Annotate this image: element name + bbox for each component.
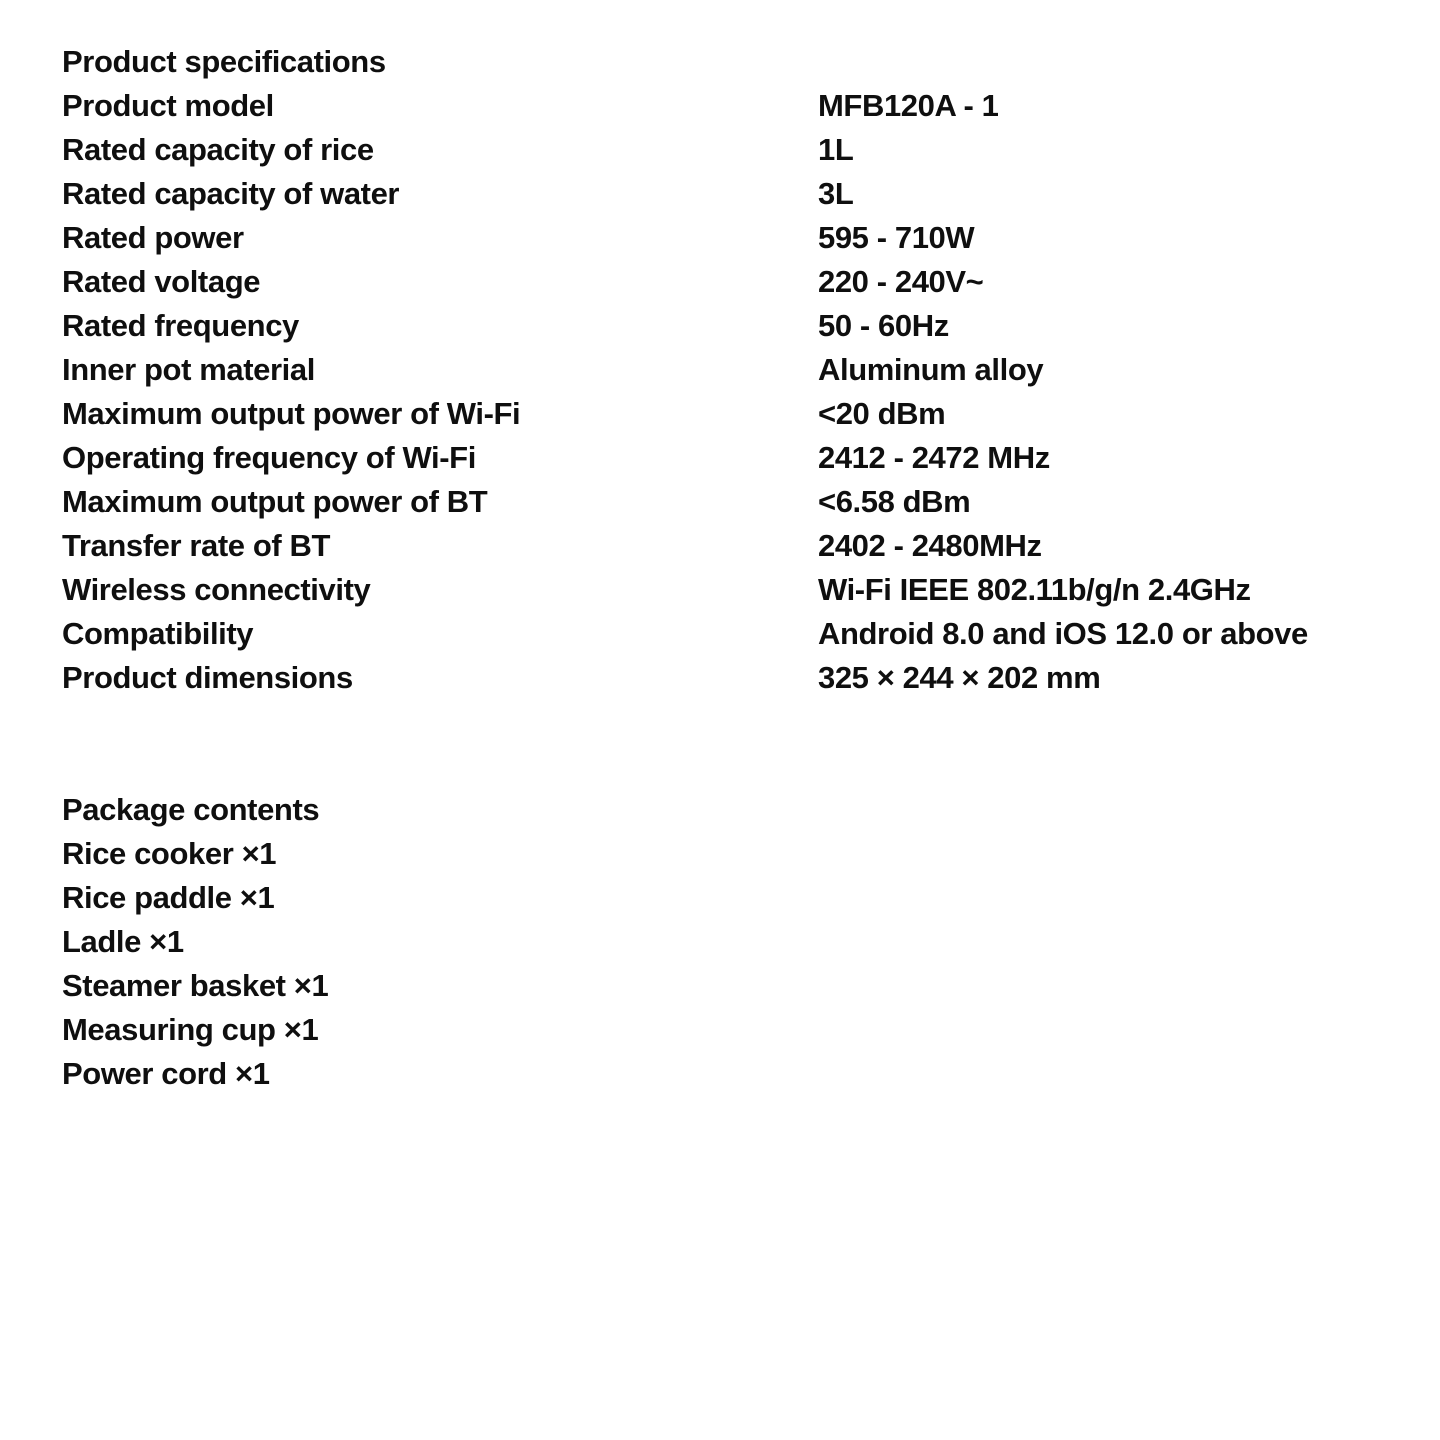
spec-value: Android 8.0 and iOS 12.0 or above [818,616,1308,651]
package-contents-section [62,788,1400,1096]
spec-value: 2412 - 2472 MHz [818,440,1050,475]
spec-label: Maximum output power of Wi-Fi [62,396,521,431]
spec-label: Rated capacity of water [62,176,400,211]
spec-value: 595 - 710W [818,220,975,255]
spec-row-rated-power [62,216,1400,260]
spec-row-operating-frequency-wifi [62,436,1400,480]
spec-label: Rated power [62,220,244,255]
package-item-rice-cooker: Rice cooker ×1 [62,836,277,871]
spec-label: Rated frequency [62,308,299,343]
spec-row-max-output-wifi [62,392,1400,436]
package-contents-title: Package contents [62,792,320,827]
spec-label: Operating frequency of Wi-Fi [62,440,476,475]
package-item-measuring-cup: Measuring cup ×1 [62,1012,319,1047]
product-specifications-title: Product specifications [62,44,386,79]
spec-label: Rated capacity of rice [62,132,374,167]
spec-value: MFB120A - 1 [818,88,999,123]
package-item-power-cord: Power cord ×1 [62,1056,270,1091]
spec-row-product-dimensions [62,656,1400,700]
spec-value: 50 - 60Hz [818,308,949,343]
spec-row-rated-frequency [62,304,1400,348]
package-item-rice-paddle: Rice paddle ×1 [62,880,275,915]
spec-value: 2402 - 2480MHz [818,528,1042,563]
spec-value: 3L [818,176,854,211]
spec-label: Product dimensions [62,660,353,695]
spec-row-rated-voltage [62,260,1400,304]
spec-value: 325 × 244 × 202 mm [818,660,1101,695]
spec-label: Compatibility [62,616,254,651]
spec-label: Transfer rate of BT [62,528,331,563]
spec-row-rated-capacity-rice [62,128,1400,172]
spec-value: <20 dBm [818,396,946,431]
spec-row-transfer-rate-bt [62,524,1400,568]
spec-value: Aluminum alloy [818,352,1044,387]
spec-value: Wi-Fi IEEE 802.11b/g/n 2.4GHz [818,572,1251,607]
spec-row-inner-pot-material [62,348,1400,392]
spec-value: 220 - 240V~ [818,264,984,299]
spec-row-compatibility [62,612,1400,656]
spec-value: <6.58 dBm [818,484,971,519]
package-item-ladle: Ladle ×1 [62,924,184,959]
spec-label: Wireless connectivity [62,572,371,607]
spec-row-rated-capacity-water [62,172,1400,216]
product-specifications-section [62,40,1400,700]
spec-row-wireless-connectivity [62,568,1400,612]
spec-label: Inner pot material [62,352,315,387]
spec-row-max-output-bt [62,480,1400,524]
spec-label: Rated voltage [62,264,261,299]
package-item-steamer-basket: Steamer basket ×1 [62,968,329,1003]
spec-value: 1L [818,132,854,167]
spec-label: Maximum output power of BT [62,484,488,519]
spec-label: Product model [62,88,274,123]
spec-row-product-model [62,84,1400,128]
